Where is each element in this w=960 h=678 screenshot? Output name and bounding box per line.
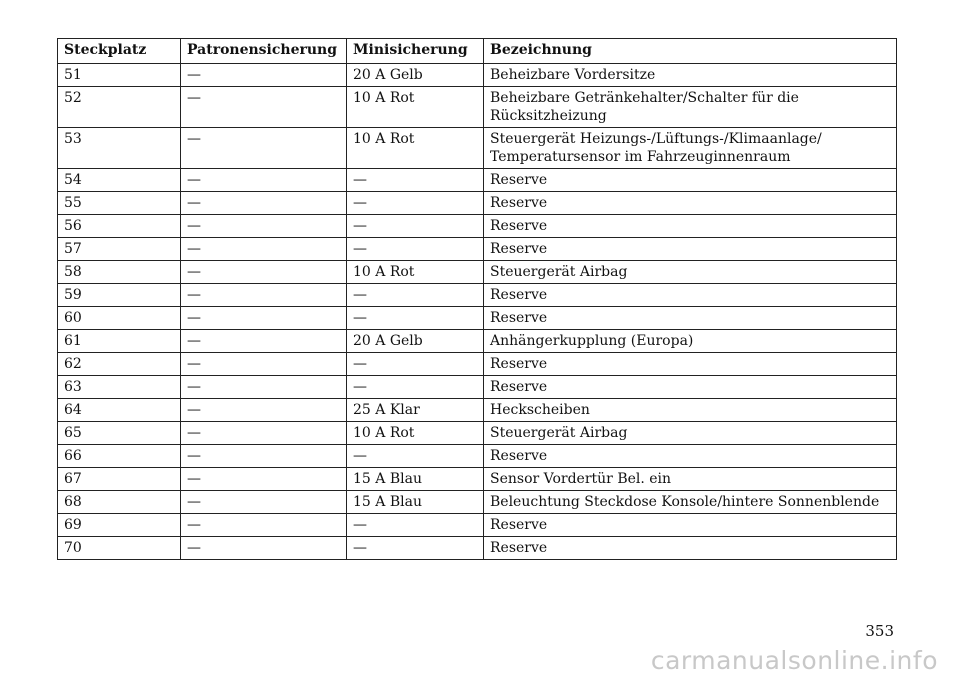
cell-patronensicherung: —: [181, 169, 347, 192]
cell-patronensicherung: —: [181, 537, 347, 560]
table-row: [58, 87, 897, 128]
header-minisicherung: Minisicherung: [347, 39, 484, 64]
cell-steckplatz: 60: [58, 307, 181, 330]
cell-patronensicherung: —: [181, 491, 347, 514]
cell-patronensicherung: —: [181, 284, 347, 307]
cell-steckplatz: 52: [58, 87, 181, 128]
cell-minisicherung: 10 A Rot: [347, 128, 484, 169]
cell-steckplatz: 51: [58, 64, 181, 87]
cell-minisicherung: —: [347, 238, 484, 261]
cell-steckplatz: 62: [58, 353, 181, 376]
table-header-row: [58, 39, 897, 64]
cell-minisicherung: 25 A Klar: [347, 399, 484, 422]
cell-bezeichnung: Steuergerät Airbag: [484, 422, 897, 445]
cell-minisicherung: 20 A Gelb: [347, 330, 484, 353]
table-row: [58, 353, 897, 376]
cell-patronensicherung: —: [181, 514, 347, 537]
cell-minisicherung: 15 A Blau: [347, 491, 484, 514]
table-row: [58, 330, 897, 353]
cell-steckplatz: 53: [58, 128, 181, 169]
cell-bezeichnung: Sensor Vordertür Bel. ein: [484, 468, 897, 491]
table-row: [58, 261, 897, 284]
cell-minisicherung: —: [347, 284, 484, 307]
cell-patronensicherung: —: [181, 64, 347, 87]
cell-steckplatz: 55: [58, 192, 181, 215]
cell-minisicherung: 10 A Rot: [347, 422, 484, 445]
table-row: [58, 468, 897, 491]
cell-minisicherung: —: [347, 215, 484, 238]
table-row: [58, 128, 897, 169]
cell-steckplatz: 57: [58, 238, 181, 261]
table-row: [58, 307, 897, 330]
cell-steckplatz: 59: [58, 284, 181, 307]
cell-bezeichnung: Reserve: [484, 376, 897, 399]
cell-patronensicherung: —: [181, 192, 347, 215]
cell-patronensicherung: —: [181, 261, 347, 284]
cell-bezeichnung: Steuergerät Airbag: [484, 261, 897, 284]
cell-bezeichnung: Reserve: [484, 169, 897, 192]
cell-bezeichnung: Reserve: [484, 514, 897, 537]
page-number: 353: [865, 622, 894, 640]
cell-steckplatz: 66: [58, 445, 181, 468]
cell-steckplatz: 63: [58, 376, 181, 399]
table-row: [58, 238, 897, 261]
cell-bezeichnung: Reserve: [484, 307, 897, 330]
cell-patronensicherung: —: [181, 215, 347, 238]
cell-minisicherung: —: [347, 445, 484, 468]
cell-bezeichnung: Reserve: [484, 284, 897, 307]
table-row: [58, 215, 897, 238]
cell-minisicherung: 20 A Gelb: [347, 64, 484, 87]
table-row: [58, 64, 897, 87]
table-row: [58, 284, 897, 307]
cell-minisicherung: —: [347, 514, 484, 537]
cell-patronensicherung: —: [181, 376, 347, 399]
cell-bezeichnung: Reserve: [484, 353, 897, 376]
cell-minisicherung: —: [347, 537, 484, 560]
cell-bezeichnung: Beheizbare Vordersitze: [484, 64, 897, 87]
cell-patronensicherung: —: [181, 307, 347, 330]
table-row: [58, 445, 897, 468]
cell-bezeichnung: Anhängerkupplung (Europa): [484, 330, 897, 353]
cell-bezeichnung: Steuergerät Heizungs-/Lüftungs-/Klimaanlage/ Temperatursensor im Fahrzeuginnenraum: [484, 128, 897, 169]
table-row: [58, 192, 897, 215]
header-patronensicherung: Patronensicherung: [181, 39, 347, 64]
cell-minisicherung: 10 A Rot: [347, 261, 484, 284]
cell-steckplatz: 68: [58, 491, 181, 514]
cell-steckplatz: 70: [58, 537, 181, 560]
cell-patronensicherung: —: [181, 399, 347, 422]
cell-bezeichnung: Reserve: [484, 192, 897, 215]
cell-patronensicherung: —: [181, 238, 347, 261]
table-row: [58, 537, 897, 560]
cell-bezeichnung: Reserve: [484, 215, 897, 238]
cell-steckplatz: 69: [58, 514, 181, 537]
cell-minisicherung: 10 A Rot: [347, 87, 484, 128]
cell-bezeichnung: Beheizbare Getränkehalter/Schalter für die Rücksitzheizung: [484, 87, 897, 128]
cell-patronensicherung: —: [181, 422, 347, 445]
watermark-logo: carmanualsonline.info: [650, 646, 938, 675]
cell-minisicherung: —: [347, 169, 484, 192]
table-row: [58, 399, 897, 422]
table-row: [58, 169, 897, 192]
cell-bezeichnung: Reserve: [484, 238, 897, 261]
cell-steckplatz: 64: [58, 399, 181, 422]
header-steckplatz: Steckplatz: [58, 39, 181, 64]
cell-steckplatz: 61: [58, 330, 181, 353]
cell-bezeichnung: Reserve: [484, 537, 897, 560]
cell-minisicherung: 15 A Blau: [347, 468, 484, 491]
table-row: [58, 376, 897, 399]
cell-patronensicherung: —: [181, 468, 347, 491]
table-row: [58, 422, 897, 445]
cell-steckplatz: 54: [58, 169, 181, 192]
cell-minisicherung: —: [347, 353, 484, 376]
cell-minisicherung: —: [347, 376, 484, 399]
cell-steckplatz: 67: [58, 468, 181, 491]
table-row: [58, 514, 897, 537]
cell-steckplatz: 58: [58, 261, 181, 284]
header-bezeichnung: Bezeichnung: [484, 39, 897, 64]
cell-patronensicherung: —: [181, 353, 347, 376]
cell-steckplatz: 56: [58, 215, 181, 238]
cell-patronensicherung: —: [181, 330, 347, 353]
cell-patronensicherung: —: [181, 445, 347, 468]
fuse-table: [57, 38, 897, 560]
cell-bezeichnung: Heckscheiben: [484, 399, 897, 422]
cell-steckplatz: 65: [58, 422, 181, 445]
cell-minisicherung: —: [347, 307, 484, 330]
cell-patronensicherung: —: [181, 128, 347, 169]
cell-patronensicherung: —: [181, 87, 347, 128]
cell-bezeichnung: Reserve: [484, 445, 897, 468]
table-row: [58, 491, 897, 514]
cell-bezeichnung: Beleuchtung Steckdose Konsole/hintere Sonnenblende: [484, 491, 897, 514]
cell-minisicherung: —: [347, 192, 484, 215]
